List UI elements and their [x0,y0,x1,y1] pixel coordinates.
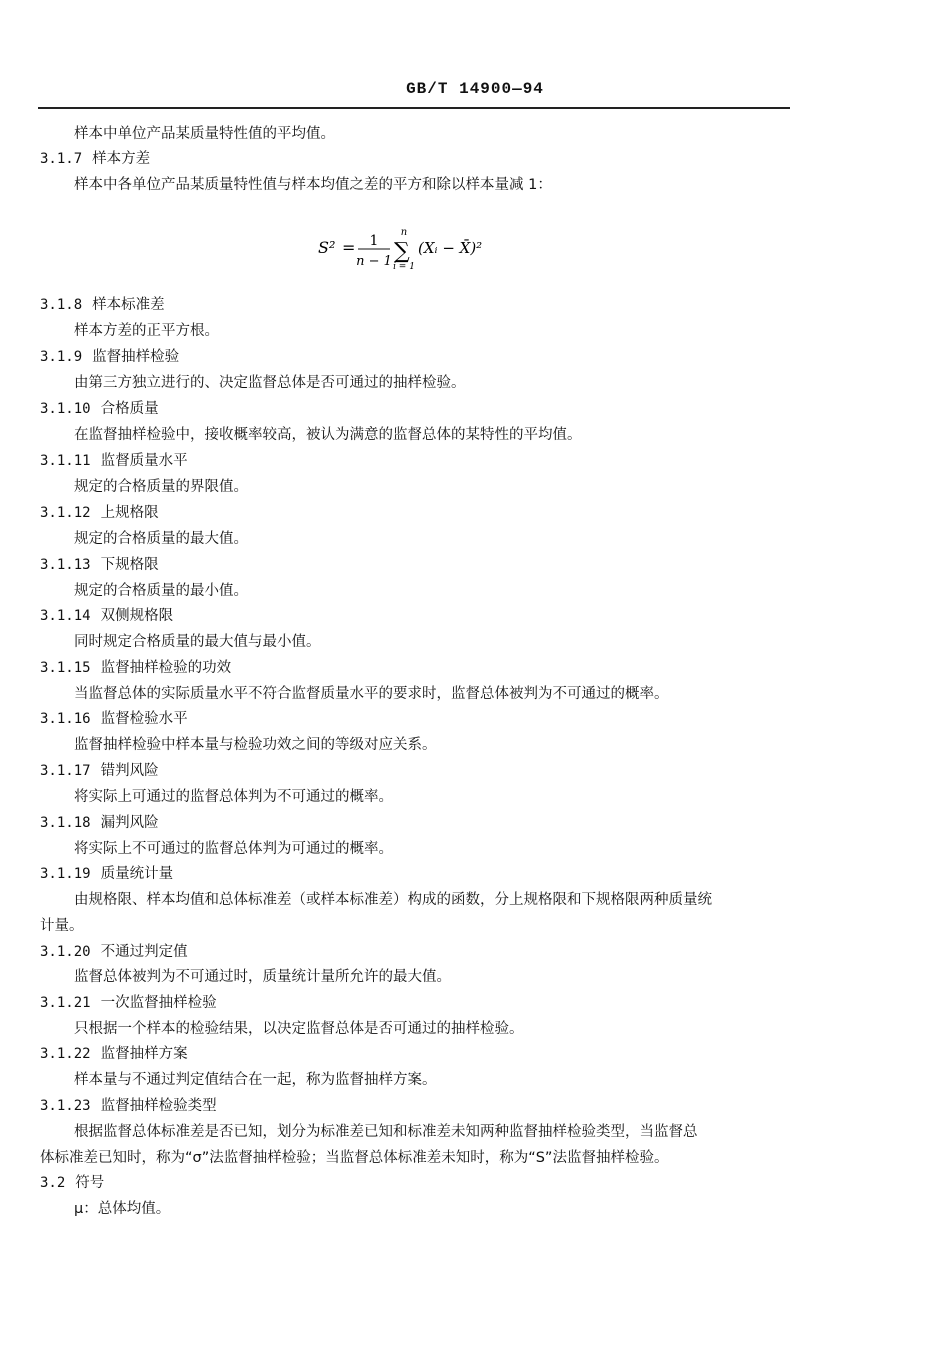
body-text: 根据监督总体标准差是否已知，划分为标准差已知和标准差未知两种监督抽样检验类型，当监督总 [74,1124,698,1140]
body-text: 计量。 [40,918,84,934]
section-number: 3.1.9 [40,349,83,365]
section-heading [40,503,159,523]
body-text: 样本中单位产品某质量特性值的平均值。 [74,126,335,142]
formula-body: (Xᵢ − X̄)² [418,239,483,257]
section-heading [40,399,159,419]
formula-svg [318,225,578,271]
section-heading [40,451,188,471]
section-heading [40,761,159,781]
body-text: 监督总体被判为不可通过时，质量统计量所允许的最大值。 [74,969,451,985]
section-number: 3.1.16 [40,711,91,727]
section-title: 监督质量水平 [100,453,188,469]
body-text: 规定的合格质量的最大值。 [74,531,248,547]
section-number: 3.1.23 [40,1098,91,1114]
header-rule [38,107,790,109]
section-title: 监督抽样检验 [92,349,180,365]
section-number: 3.2 [40,1175,66,1191]
section-number: 3.1.15 [40,660,91,676]
formula-denominator: n − 1 [356,254,392,269]
section-title: 样本标准差 [92,297,165,313]
section-heading [40,813,159,833]
formula-lhs: S² [318,238,336,257]
body-text: 由第三方独立进行的、决定监督总体是否可通过的抽样检验。 [74,375,466,391]
section-heading [40,149,150,169]
body-text: 样本量与不通过判定值结合在一起，称为监督抽样方案。 [74,1072,437,1088]
section-number: 3.1.21 [40,995,91,1011]
section-title: 监督抽样检验类型 [100,1098,217,1114]
section-heading [40,658,231,678]
section-number: 3.1.17 [40,763,91,779]
page-header: GB/T 14900—94 [406,80,544,98]
formula-equals: = [342,238,356,257]
section-number: 3.1.11 [40,453,91,469]
section-heading [40,347,179,367]
section-title: 监督检验水平 [100,711,188,727]
formula-numerator: 1 [369,233,379,249]
section-title: 符号 [75,1175,105,1191]
body-text: 将实际上不可通过的监督总体判为可通过的概率。 [74,841,393,857]
section-heading [40,1173,104,1193]
section-number: 3.1.8 [40,297,83,313]
body-text: 当监督总体的实际质量水平不符合监督质量水平的要求时，监督总体被判为不可通过的概率。 [74,686,669,702]
section-title: 样本方差 [92,151,151,167]
section-title: 下规格限 [100,557,159,573]
section-title: 监督抽样检验的功效 [100,660,232,676]
section-title: 一次监督抽样检验 [100,995,217,1011]
section-title: 质量统计量 [100,866,174,882]
section-heading [40,295,165,315]
section-number: 3.1.22 [40,1046,91,1062]
body-text: 样本中各单位产品某质量特性值与样本均值之差的平方和除以样本量减 1： [74,177,552,193]
body-text: 由规格限、样本均值和总体标准差（或样本标准差）构成的函数，分上规格限和下规格限两种质量统 [74,892,712,908]
sum-upper-limit: n [400,227,408,238]
section-title: 错判风险 [100,763,159,779]
body-text: 只根据一个样本的检验结果，以决定监督总体是否可通过的抽样检验。 [74,1021,524,1037]
body-text: 规定的合格质量的界限值。 [74,479,248,495]
body-text: 体标准差已知时，称为“σ”法监督抽样检验；当监督总体标准差未知时，称为“S”法监督抽样检验。 [40,1150,669,1166]
section-number: 3.1.10 [40,401,91,417]
section-heading [40,709,188,729]
body-text: 规定的合格质量的最小值。 [74,583,248,599]
section-heading [40,993,217,1013]
section-heading [40,1096,217,1116]
sample-variance-formula [0,225,950,271]
section-number: 3.1.18 [40,815,91,831]
section-number: 3.1.20 [40,944,91,960]
section-title: 漏判风险 [100,815,159,831]
body-text: 在监督抽样检验中，接收概率较高，被认为满意的监督总体的某特性的平均值。 [74,427,582,443]
body-text: 同时规定合格质量的最大值与最小值。 [74,634,321,650]
section-title: 双侧规格限 [100,608,174,624]
section-heading [40,942,188,962]
section-heading [40,555,159,575]
body-text: 将实际上可通过的监督总体判为不可通过的概率。 [74,789,393,805]
section-heading [40,1044,188,1064]
section-number: 3.1.14 [40,608,91,624]
section-number: 3.1.19 [40,866,91,882]
body-text: 监督抽样检验中样本量与检验功效之间的等级对应关系。 [74,737,437,753]
section-heading [40,606,173,626]
body-text: μ：总体均值。 [74,1201,171,1217]
section-number: 3.1.7 [40,151,83,167]
section-title: 上规格限 [100,505,159,521]
section-title: 合格质量 [100,401,159,417]
section-number: 3.1.13 [40,557,91,573]
section-number: 3.1.12 [40,505,91,521]
sigma-symbol: ∑ [394,239,410,264]
sum-lower-limit: i = 1 [393,262,415,271]
section-heading [40,864,173,884]
section-title: 监督抽样方案 [100,1046,188,1062]
body-text: 样本方差的正平方根。 [74,323,219,339]
section-title: 不通过判定值 [100,944,188,960]
